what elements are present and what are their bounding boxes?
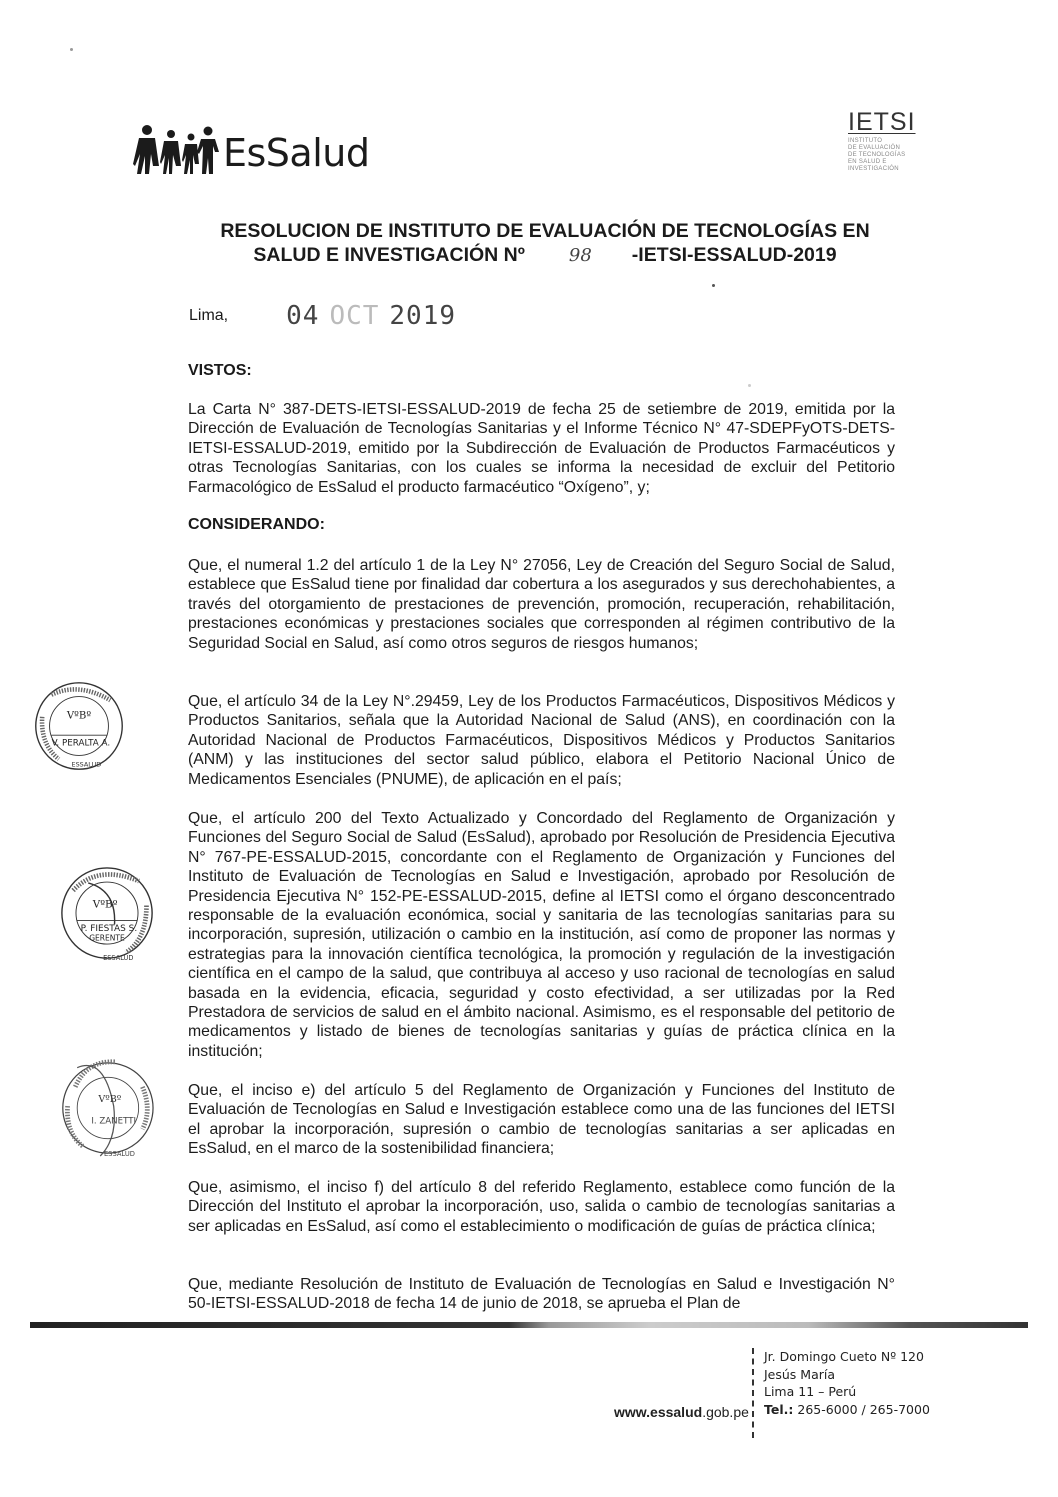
approval-stamp-1 <box>33 680 125 772</box>
scan-speck <box>748 384 751 387</box>
footer-address <box>764 1348 930 1418</box>
footer-website[interactable]: www.essalud.gob.pe <box>614 1404 749 1420</box>
considerando-paragraph-1: Que, el numeral 1.2 del artículo 1 de la Ley N° 27056, Ley de Creación del Seguro Social de Salud, establece que EsSalud tiene por finalidad dar cobertura a los asegurados y sus derechohabientes, a través del otorgamiento de prestaciones de prevención, promoción, recuperación, rehabilitación, prestaciones económicas y prestaciones sociales que corresponden al régimen contributivo de la Seguridad Social en Salud, así como otros seguros de riesgos humanos; <box>188 557 895 652</box>
handwritten-number: 98 <box>568 245 592 266</box>
address-phone: Tel.: 265-6000 / 265-7000 <box>764 1401 930 1417</box>
considerando-paragraph-4: Que, el inciso e) del artículo 5 del Reglamento de Organización y Funciones del Instituto de Evaluación de Tecnologías en Salud e Investigación establece como una de las funciones del IETSI el aprobar la incorporación, supresión o cambio de tecnologías sanitarias a ser aplicadas en EsSalud, en el marco de la sostenibilidad financiera; <box>188 1082 895 1158</box>
stamp-2-name: P. FIESTAS S. <box>80 923 138 934</box>
essalud-logo <box>133 118 369 176</box>
stamp-1-name: V. PERALTA A. <box>51 738 111 749</box>
stamp-2-sub: GERENTE <box>89 933 125 943</box>
approval-stamp-2 <box>60 858 154 970</box>
ietsi-title: IETSI <box>848 108 916 136</box>
considerando-paragraph-3: Que, el artículo 200 del Texto Actualizado y Concordado del Reglamento de Organización y Funciones del Seguro Social de Salud (EsSalud), aprobado por Resolución de Presidencia Ejecutiva N° 767-PE-ESSALUD-2015, concordante con el Reglamento de Organización y Funciones del Instituto de Evaluación de Tecnologías en Salud e Investigación, aprobado por Resolución de Presidencia Ejecutiva N° 152-PE-ESSALUD-2015, define al IETSI como el órgano desconcentrado responsable de la evaluación económica, social y sanitaria de las tecnologías sanitarias para su incorporación, supresión, utilización o cambio en la institución, así como de proponer las normas y estrategias para la innovación científica tecnológica, la promoción y regulación de la investigación científica en el campo de la salud, que contribuya al acceso y uso racional de tecnologías en salud basada en la evidencia, eficacia, seguridad y costo efectividad, a ser utilizadas por la Red Prestadora de servicios de salud en el ámbito nacional. Asimismo, es el responsable del petitorio de medicamentos y listado de bienes de tecnologías sanitarias y guías de práctica clínica en la institución; <box>188 810 895 1060</box>
brand-name: EsSalud <box>223 131 370 175</box>
ietsi-subtitle: INSTITUTO DE EVALUACIÓN DE TECNOLOGÍAS EN SALUD E INVESTIGACIÓN <box>848 138 906 172</box>
considerando-paragraph-5: Que, asimismo, el inciso f) del artículo 8 del referido Reglamento, establece como función de la Dirección del Instituto el aprobar la incorporación, uso, salida o cambio de tecnologías sanitarias a ser aplicadas en EsSalud, así como el establecimiento o modificación de guías de práctica clínica; <box>188 1179 895 1235</box>
stamp-1-bottom: ESSALUD <box>71 760 102 769</box>
stamp-3-name: I. ZANETTI <box>91 1116 137 1127</box>
address-line-1: Jr. Domingo Cueto Nº 120 <box>764 1349 924 1364</box>
address-line-3: Lima 11 – Perú <box>764 1384 857 1399</box>
footer-rule <box>30 1322 1028 1328</box>
approval-stamp-3 <box>58 1048 154 1168</box>
date-line <box>189 298 456 334</box>
vistos-heading: VISTOS: <box>188 362 252 379</box>
stamp-2-vb: VºBº <box>92 898 118 911</box>
scan-speck <box>70 48 73 51</box>
resolution-title <box>160 219 930 268</box>
address-line-2: Jesús María <box>764 1366 836 1382</box>
title-line-2: SALUD E INVESTIGACIÓN Nº 98 -IETSI-ESSALUD-2019 <box>253 244 837 266</box>
date-place: Lima, <box>189 307 229 324</box>
scan-speck <box>712 284 715 287</box>
stamp-2-bottom: ESSALUD <box>103 954 134 963</box>
vistos-paragraph: La Carta N° 387-DETS-IETSI-ESSALUD-2019 de fecha 25 de setiembre de 2019, emitida por la Dirección de Evaluación de Tecnologías Sanitarias y el Informe Técnico N° 47-SDEPFyOTS-DETS-IETSI-ESSALUD-2019, emitido por la Subdirección de Evaluación de Productos Farmacéuticos y otras Tecnologías Sanitarias, con los cuales se informa la necesidad de excluir del Petitorio Farmacológico de EsSalud el producto farmacéutico “Oxígeno”, y; <box>188 401 895 496</box>
ietsi-logo <box>848 110 928 173</box>
considerando-paragraph-6: Que, mediante Resolución de Instituto de Evaluación de Tecnologías en Salud e Investigación N° 50-IETSI-ESSALUD-2018 de fecha 14 de junio de 2018, se aprueba el Plan de <box>188 1276 895 1313</box>
considerando-paragraph-2: Que, el artículo 34 de la Ley N°.29459, Ley de los Productos Farmacéuticos, Dispositivos Médicos y Productos Sanitarios, señala que la Autoridad Nacional de Salud (ANS), en coordinación con la Autoridad Nacional de Productos Farmacéuticos, Dispositivos Médicos y Productos Sanitarios (ANM) y las instituciones del sector salud público, elabora el Petitorio Nacional Único de Medicamentos Esenciales (PNUME), de aplicación en el país; <box>188 693 895 788</box>
stamp-1-vb: VºBº <box>66 710 92 722</box>
title-line-1: RESOLUCION DE INSTITUTO DE EVALUACIÓN DE TECNOLOGÍAS EN <box>220 220 870 242</box>
stamp-3-bottom: ESSALUD <box>103 1150 135 1158</box>
family-figures-icon <box>133 122 221 176</box>
date-stamp: 04 OCT 2019 <box>286 301 457 331</box>
footer-divider <box>752 1348 756 1438</box>
considerando-heading: CONSIDERANDO: <box>188 516 325 533</box>
stamp-3-vb: VºBº <box>98 1094 122 1106</box>
